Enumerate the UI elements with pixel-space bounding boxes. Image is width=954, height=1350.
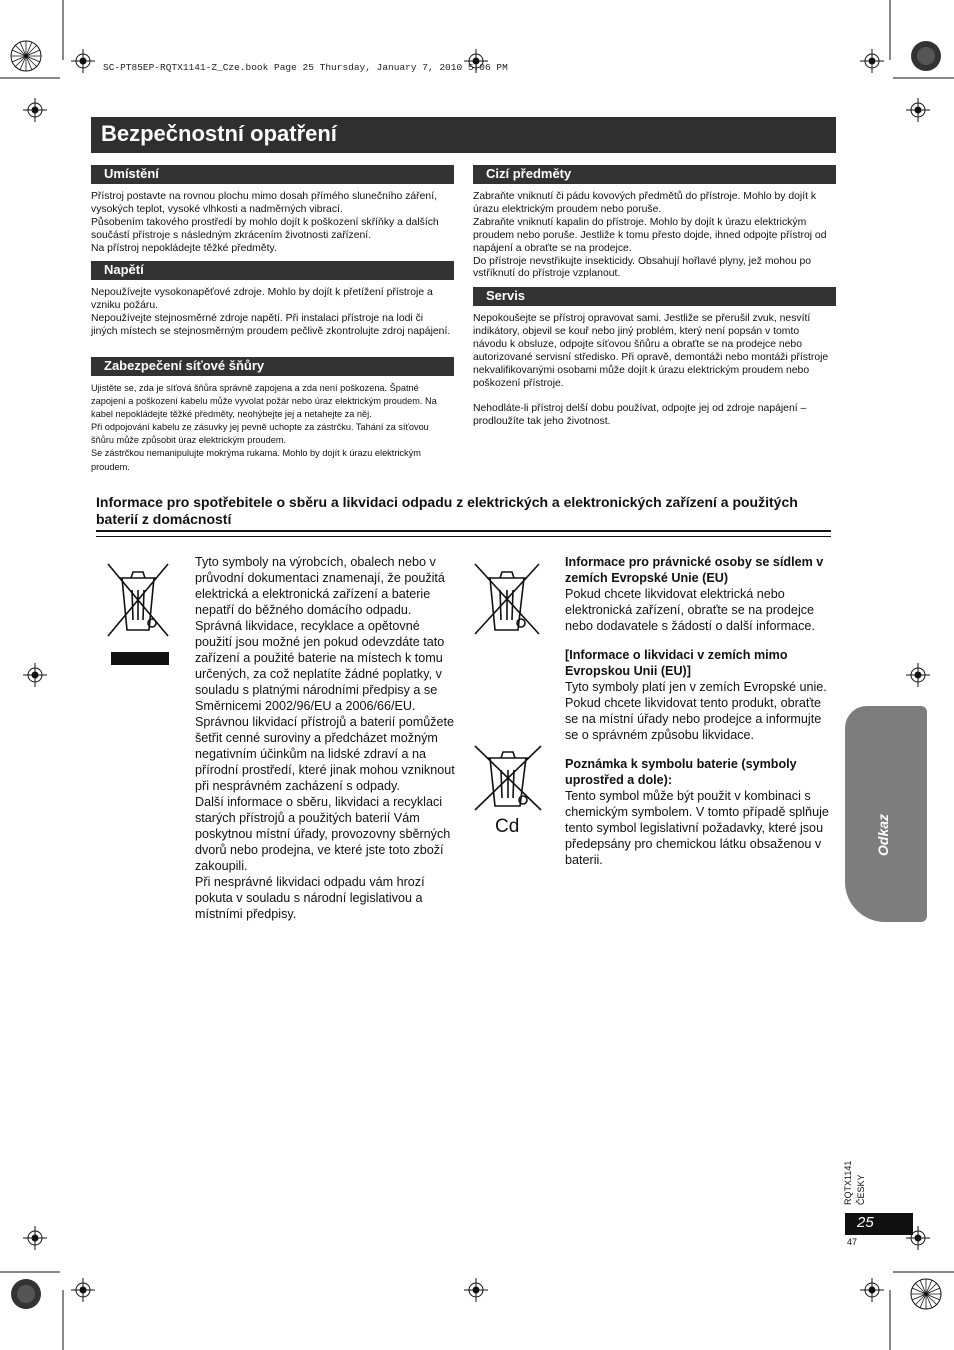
section-heading-servis: Servis [473, 287, 836, 306]
section-heading-zabezpeceni: Zabezpečení síťové šňůry [91, 357, 454, 376]
print-header-line: SC-PT85EP-RQTX1141-Z_Cze.book Page 25 Thursday, January 7, 2010 5:06 PM [103, 62, 508, 73]
crossed-bin-icon [472, 560, 542, 638]
disposal-left-text: Tyto symboly na výrobcích, obalech nebo v průvodní dokumentaci znamenají, že použitá elektrická a elektronická zařízení a baterie nepatří do běžného domácího odpadu. Správná likvidace, recyklace a opětovné použití jsou možné jen pokud odevzdáte tato zařízení a použité baterie na místech k tomu určených, za což neplatíte žádné poplatky, v souladu s platnými národními předpisy a se Směrnicemi 2002/96/EU a 2006/66/EU. Správnou likvidací přístrojů a baterií pomůžete šetřit cenné suroviny a předcházet možným negativním účinkům na lidské zdraví a na přírodní prostředí, které jinak mohou vzniknout při nesprávném zacházení s odpady. Další informace o sběru, likvidaci a recyklaci starých přístrojů a použitých baterií Vám poskytnou místní úřady, provozovny sběrných dvorů nebo prodejna, ve které jste toto zboží zakoupili. Při nesprávné likvidaci odpadu vám hrozí pokuta v souladu s národní legislativou a místními předpisy. [195, 555, 455, 921]
section-body-napeti: Nepoužívejte vysokonapěťové zdroje. Mohlo by dojít k přetížení přístroje a vzniku požáru. Nepoužívejte stejnosměrné zdroje napětí. Při instalaci přístroje na lodi či jiných místech se stejnosměrným proudem pečlivě zkontrolujte zdroj napájení. [91, 287, 451, 337]
section-heading-umisteni: Umístění [91, 165, 454, 184]
doc-code: RQTX1141 [843, 1160, 853, 1205]
divider [96, 530, 831, 532]
divider [96, 536, 831, 537]
section-heading-cizi-predmety: Cizí předměty [473, 165, 836, 184]
battery-chemical-symbol: Cd [495, 816, 520, 837]
page-number: 25 [857, 1214, 874, 1231]
page-number-box [845, 1213, 913, 1235]
section-body-zabezpeceni: Ujistěte se, zda je síťová šňůra správně zapojena a zda není poškozena. Špatné zapojení a poškození kabelu může vyvolat požár nebo úraz elektrickým proudem. Na kabel nepokládejte těžké předměty, neohýbejte jej a netahejte za něj. Při odpojování kabelu ze zásuvky jej pevně uchopte za zástrčku. Tahání za síťovou šňůru může způsobit úraz elektrickým proudem. Se zástrčkou nemanipulujte mokrýma rukama. Mohlo by dojít k úrazu elektrickým proudem. [91, 383, 437, 472]
section-heading-napeti: Napětí [91, 261, 454, 280]
language-label: ČESKY [856, 1174, 866, 1205]
section-body-cizi-predmety: Zabraňte vniknutí či pádu kovových předmětů do přístroje. Mohlo by dojít k úrazu elektrickým proudem nebo poruše. Zabraňte vniknutí kapalin do přístroje. Mohlo by dojít k úrazu elektrickým proudem nebo poruše. Jestliže k tomu přesto dojde, ihned odpojte přístroj od napájení a obraťte se na prodejce. Do přístroje nevstřikujte insekticidy. Obsahují hořlavé plyny, jež mohou po vstříknutí do přístroje vzplanout. [473, 191, 827, 280]
disposal-right-text: Informace pro právnické osoby se sídlem v zemích Evropské Unie (EU) Pokud chcete likvidovat elektrická nebo elektronická zařízení, obraťte se na prodejce nebo dodavatele s žádostí o další informace. [Informace o likvidaci v zemích mimo Evropskou Unii (EU)] Tyto symboly platí jen v zemích Evropské unie. Pokud chcete likvidovat tento produkt, obraťte se na místní úřady nebo prodejce a informujte se o správném způsobu likvidace. Poznámka k symbolu baterie (symboly uprostřed a dole): Tento symbol může být použit v kombinaci s chemickým symbolem. V tomto případě splňuje tento symbol legislativní požadavky, které jsou předepsány pro chemickou látku obsaženou v baterii. [565, 555, 829, 867]
page-title-bar [91, 117, 836, 153]
sub-page-number: 47 [847, 1237, 858, 1247]
crossed-bin-icon [105, 560, 171, 668]
section-body-servis: Nepokoušejte se přístroj opravovat sami. Jestliže se přerušil zvuk, nesvítí indikátory, objevil se kouř nebo jiný problém, který není popsán v tomto návodu k obsluze, odpojte síťovou šňůru a obraťte se na prodejce nebo autorizované servisní středisko. Při opravě, demontáži nebo montáži přístroje nekvalifikovanými osobami může dojít k úrazu elektrickým proudem nebo poškození přístroje. Nehodláte-li přístroj delší dobu používat, odpojte jej od zdroje napájení – prodloužíte tak jeho životnost. [473, 313, 829, 428]
side-tab-odkaz: Odkaz [845, 706, 927, 922]
section-body-umisteni: Přístroj postavte na rovnou plochu mimo dosah přímého slunečního záření, vysokých teplot, vysoké vlhkosti a nadměrných vibrací. Působením takového prostředí by mohlo dojít k poškození skříňky a dalších součástí přístroje s následným zkrácením životnosti zařízení. Na přístroj nepokládejte těžké předměty. [91, 191, 439, 254]
disposal-title: Informace pro spotřebitele o sběru a likvidaci odpadu z elektrických a elektronických zařízení a použitých baterií z domácností [96, 494, 798, 527]
page-title: Bezpečnostní opatření [101, 121, 337, 146]
